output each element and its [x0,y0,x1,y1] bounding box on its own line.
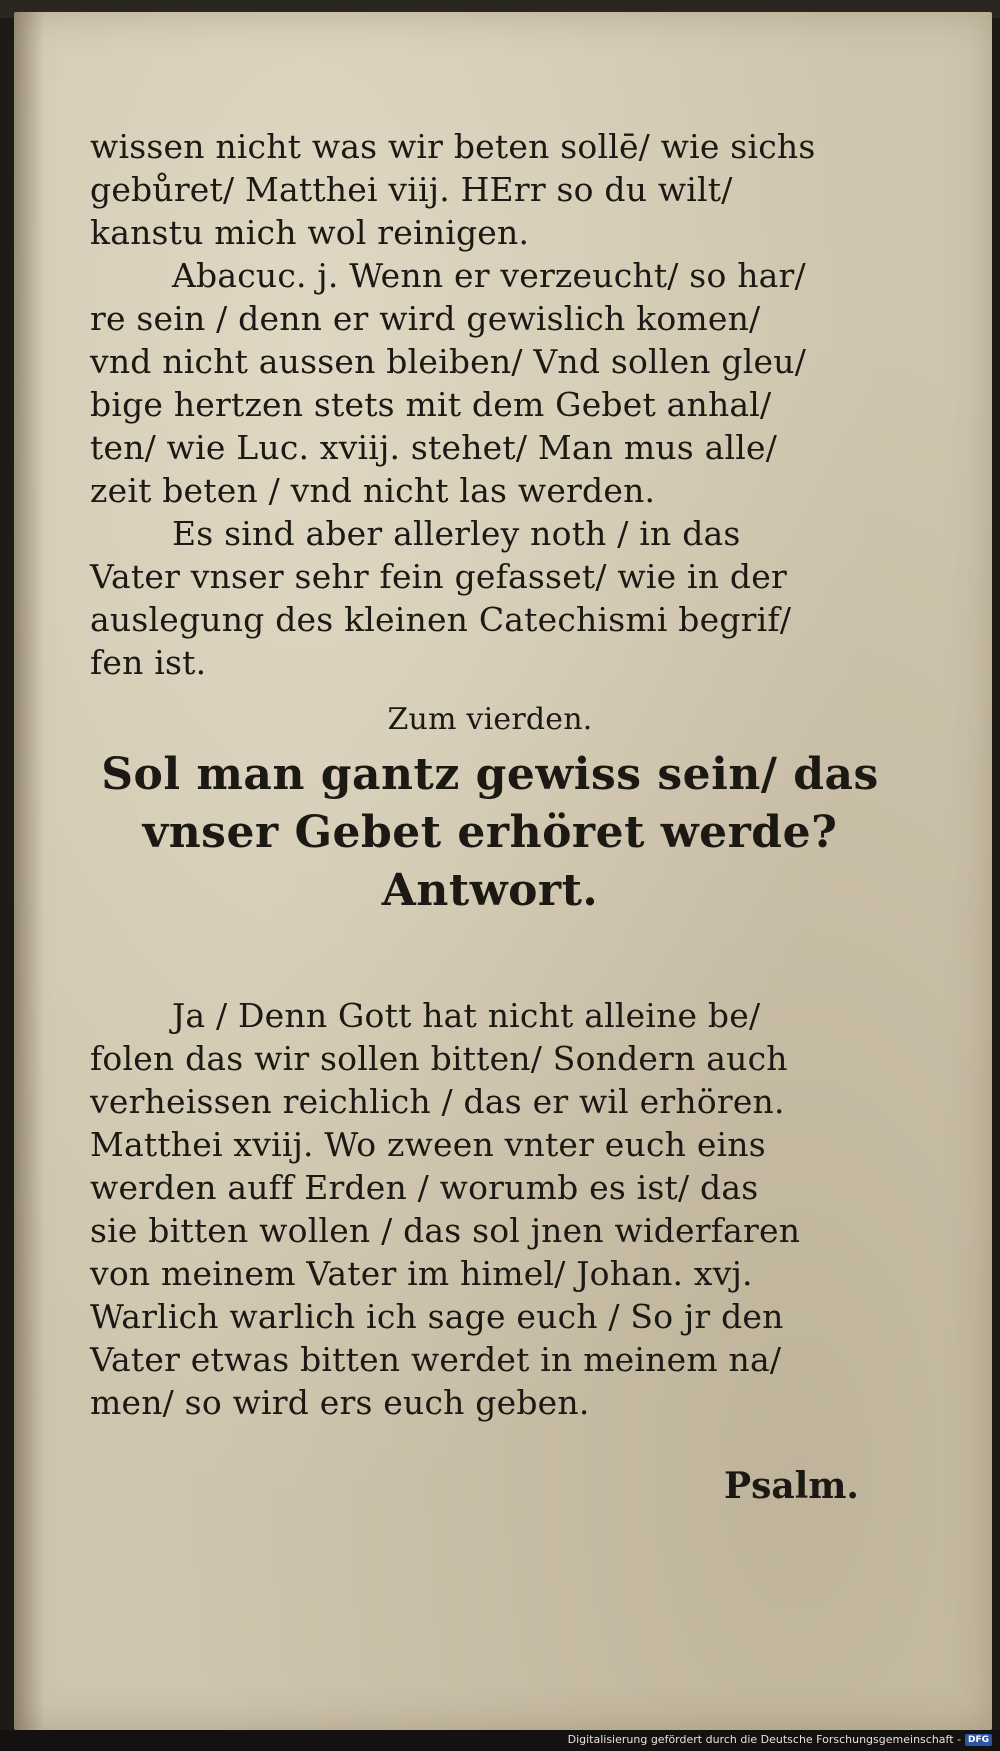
section-heading [90,694,890,920]
text-line: verheissen reichlich / das er wil erhören. [90,1082,785,1121]
text-line: kanstu mich wol reinigen. [90,213,530,252]
text-line: Ja / Denn Gott hat nicht alleine be/ [172,996,761,1035]
text-line: gebůret/ Matthei viij. HErr so du wilt/ [90,170,733,209]
text-line: vnd nicht aussen bleiben/ Vnd sollen gleu/ [90,342,807,381]
text-line: auslegung des kleinen Catechismi begrif/ [90,600,792,639]
section-number: Zum vierden. [387,702,593,737]
dfg-logo-icon: DFG [965,1734,992,1746]
text-line: ten/ wie Luc. xviij. stehet/ Man mus alle/ [90,428,778,467]
text-line: Abacuc. j. Wenn er verzeucht/ so har/ [172,256,806,295]
paragraph-3 [90,512,890,684]
catchword: Psalm. [724,1465,859,1507]
text-line: Vater vnser sehr fein gefasset/ wie in der [90,557,787,596]
text-line: Warlich warlich ich sage euch / So jr den [90,1297,784,1336]
funding-credit [568,1733,992,1746]
text-line: bige hertzen stets mit dem Gebet anhal/ [90,385,772,424]
section-question: vnser Gebet erhöret werde? [142,807,838,858]
text-line: folen das wir sollen bitten/ Sondern auch [90,1039,788,1078]
text-line: men/ so wird ers euch geben. [90,1383,590,1422]
text-line: zeit beten / vnd nicht las werden. [90,471,656,510]
credit-text: Digitalisierung gefördert durch die Deutsche Forschungsgemeinschaft - [567,1733,961,1746]
text-line: re sein / denn er wird gewislich komen/ [90,299,761,338]
answer-label: Antwort. [381,865,599,916]
gutter-shadow [14,12,44,1730]
text-line: wissen nicht was wir beten sollē/ wie sichs [90,127,816,166]
section-question: Sol man gantz gewiss sein/ das [101,749,879,800]
text-line: fen ist. [90,643,207,682]
text-line: Matthei xviij. Wo zween vnter euch eins [90,1125,766,1164]
paragraph-2 [90,254,890,512]
book-page [14,12,992,1730]
text-line: sie bitten wollen / das sol jnen widerfaren [90,1211,801,1250]
text-line: Vater etwas bitten werdet in meinem na/ [90,1340,782,1379]
text-line: von meinem Vater im himel/ Johan. xvj. [90,1254,753,1293]
text-line: Es sind aber allerley noth / in das [172,514,741,553]
text-line: werden auff Erden / worumb es ist/ das [90,1168,759,1207]
paragraph-4 [90,994,890,1424]
paragraph-1 [90,125,890,254]
